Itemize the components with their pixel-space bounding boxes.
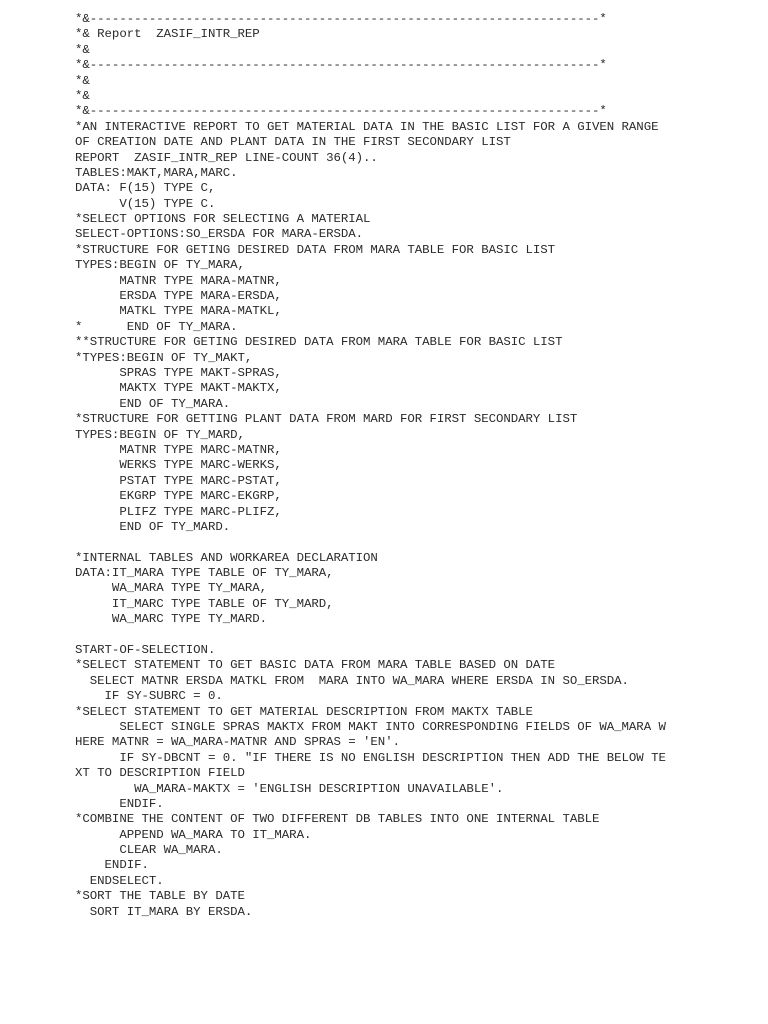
code-line: *AN INTERACTIVE REPORT TO GET MATERIAL DATA IN THE BASIC LIST FOR A GIVEN RANGE (75, 119, 659, 134)
code-line: SORT IT_MARA BY ERSDA. (75, 904, 253, 919)
code-line: *&---------------------------------------------------------------------* (75, 58, 607, 73)
code-line: *TYPES:BEGIN OF TY_MAKT, (75, 350, 253, 365)
code-line: **STRUCTURE FOR GETING DESIRED DATA FROM MARA TABLE FOR BASIC LIST (75, 335, 563, 350)
code-line: CLEAR WA_MARA. (75, 843, 223, 858)
code-line: * END OF TY_MARA. (75, 319, 238, 334)
code-line: MATKL TYPE MARA-MATKL, (75, 304, 282, 319)
code-line: *SELECT OPTIONS FOR SELECTING A MATERIAL (75, 212, 371, 227)
code-line: HERE MATNR = WA_MARA-MATNR AND SPRAS = 'EN'. (75, 735, 400, 750)
code-line: SPRAS TYPE MAKT-SPRAS, (75, 365, 282, 380)
code-line: *&---------------------------------------------------------------------* (75, 104, 607, 119)
code-line: *INTERNAL TABLES AND WORKAREA DECLARATION (75, 550, 378, 565)
code-line: SELECT SINGLE SPRAS MAKTX FROM MAKT INTO CORRESPONDING FIELDS OF WA_MARA W (75, 719, 666, 734)
code-line (75, 535, 666, 550)
code-line: *&---------------------------------------------------------------------* (75, 12, 607, 26)
code-line: DATA: F(15) TYPE C, (75, 181, 216, 196)
code-line: APPEND WA_MARA TO IT_MARA. (75, 827, 312, 842)
code-line: *& (75, 88, 90, 103)
code-line: *& Report ZASIF_INTR_REP (75, 27, 260, 42)
code-line: ERSDA TYPE MARA-ERSDA, (75, 289, 282, 304)
code-line: ENDSELECT. (75, 873, 164, 888)
source-code-listing (75, 12, 666, 920)
code-line: *SORT THE TABLE BY DATE (75, 889, 245, 904)
code-line: WA_MARA-MAKTX = 'ENGLISH DESCRIPTION UNAVAILABLE'. (75, 781, 504, 796)
code-line: IF SY-SUBRC = 0. (75, 689, 223, 704)
code-line: *COMBINE THE CONTENT OF TWO DIFFERENT DB TABLES INTO ONE INTERNAL TABLE (75, 812, 600, 827)
code-line: TABLES:MAKT,MARA,MARC. (75, 165, 238, 180)
code-line: PSTAT TYPE MARC-PSTAT, (75, 473, 282, 488)
code-line: TYPES:BEGIN OF TY_MARA, (75, 258, 245, 273)
code-line: END OF TY_MARA. (75, 396, 231, 411)
code-line: *& (75, 73, 90, 88)
code-line: TYPES:BEGIN OF TY_MARD, (75, 427, 245, 442)
code-line: *STRUCTURE FOR GETTING PLANT DATA FROM MARD FOR FIRST SECONDARY LIST (75, 412, 578, 427)
code-line: MAKTX TYPE MAKT-MAKTX, (75, 381, 282, 396)
code-line: DATA:IT_MARA TYPE TABLE OF TY_MARA, (75, 566, 334, 581)
code-line: WA_MARC TYPE TY_MARD. (75, 612, 268, 627)
code-line: SELECT-OPTIONS:SO_ERSDA FOR MARA-ERSDA. (75, 227, 364, 242)
code-line: *STRUCTURE FOR GETING DESIRED DATA FROM MARA TABLE FOR BASIC LIST (75, 242, 556, 257)
code-line: MATNR TYPE MARA-MATNR, (75, 273, 282, 288)
code-line: OF CREATION DATE AND PLANT DATA IN THE FIRST SECONDARY LIST (75, 135, 511, 150)
code-line: REPORT ZASIF_INTR_REP LINE-COUNT 36(4).. (75, 150, 378, 165)
code-line: ENDIF. (75, 858, 149, 873)
code-line: IF SY-DBCNT = 0. "IF THERE IS NO ENGLISH DESCRIPTION THEN ADD THE BELOW TE (75, 750, 666, 765)
code-line: XT TO DESCRIPTION FIELD (75, 766, 245, 781)
code-line: SELECT MATNR ERSDA MATKL FROM MARA INTO WA_MARA WHERE ERSDA IN SO_ERSDA. (75, 673, 629, 688)
code-line: PLIFZ TYPE MARC-PLIFZ, (75, 504, 282, 519)
code-line: START-OF-SELECTION. (75, 643, 216, 658)
code-line: *& (75, 42, 90, 57)
code-line: ENDIF. (75, 796, 164, 811)
code-line: MATNR TYPE MARC-MATNR, (75, 442, 282, 457)
code-line: IT_MARC TYPE TABLE OF TY_MARD, (75, 596, 334, 611)
code-line: *SELECT STATEMENT TO GET MATERIAL DESCRIPTION FROM MAKTX TABLE (75, 704, 533, 719)
code-line: END OF TY_MARD. (75, 519, 231, 534)
code-line: EKGRP TYPE MARC-EKGRP, (75, 489, 282, 504)
code-line (75, 628, 666, 643)
code-line: WA_MARA TYPE TY_MARA, (75, 581, 268, 596)
code-line: V(15) TYPE C. (75, 196, 216, 211)
code-line: WERKS TYPE MARC-WERKS, (75, 458, 282, 473)
code-line: *SELECT STATEMENT TO GET BASIC DATA FROM MARA TABLE BASED ON DATE (75, 658, 556, 673)
